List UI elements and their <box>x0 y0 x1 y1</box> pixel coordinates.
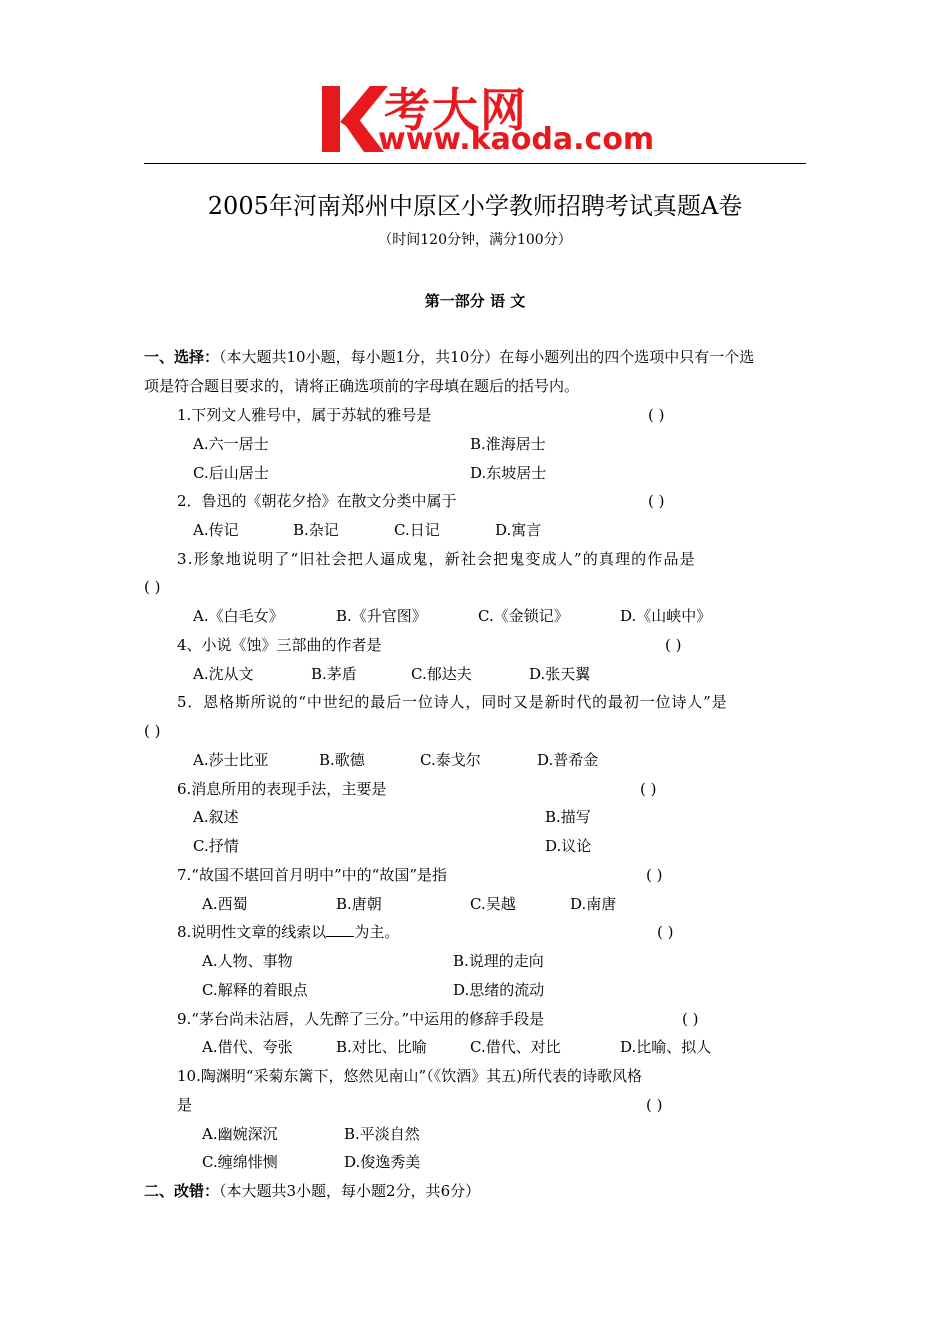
document-subtitle: （时间120分钟，满分100分） <box>378 232 572 248</box>
q3-stem: 3.形象地说明了“旧社会把人逼成鬼，新社会把鬼变成人”的真理的作品是 <box>177 550 696 568</box>
q7-option-b[interactable]: B.唐朝 <box>336 895 382 913</box>
q8-option-a[interactable]: A.人物、事物 <box>202 952 293 970</box>
q8-stem-pre: 8.说明性文章的线索以 <box>177 923 327 941</box>
q6-stem: 6.消息所用的表现手法，主要是 <box>177 780 387 798</box>
q5-option-a[interactable]: A.莎士比亚 <box>193 751 269 769</box>
q10-stem: 10.陶渊明“采菊东篱下，悠然见南山”（《饮酒》其五)所代表的诗歌风格 <box>177 1067 643 1085</box>
section-2-text: （本大题共3小题，每小题2分，共6分） <box>219 1182 481 1200</box>
q7-option-d[interactable]: D.南唐 <box>570 895 617 913</box>
q6-option-c[interactable]: C.抒情 <box>193 837 239 855</box>
q4-option-c[interactable]: C.郁达夫 <box>411 665 472 683</box>
q1-option-b[interactable]: B.淮海居士 <box>470 435 546 453</box>
q6-option-b[interactable]: B.描写 <box>545 808 591 826</box>
q7-stem: 7.“故国不堪回首月明中”中的“故国”是指 <box>177 866 447 884</box>
q8-stem <box>177 922 399 942</box>
q1-option-d[interactable]: D.东坡居士 <box>470 464 547 482</box>
section-1-text: （本大题共10小题，每小题1分，共10分）在每小题列出的四个选项中只有一个选 <box>219 348 755 366</box>
section-1-intro <box>144 347 754 367</box>
q2-option-a[interactable]: A.传记 <box>193 521 239 539</box>
q8-option-c[interactable]: C.解释的着眼点 <box>202 981 308 999</box>
q5-option-c[interactable]: C.泰戈尔 <box>420 751 481 769</box>
section-2-intro <box>144 1181 480 1201</box>
q3-option-a[interactable]: A.《白毛女》 <box>193 607 284 625</box>
q5-option-b[interactable]: B.歌德 <box>319 751 365 769</box>
q1-option-a[interactable]: A.六一居士 <box>193 435 269 453</box>
q4-option-d[interactable]: D.张天翼 <box>529 665 591 683</box>
q10-option-b[interactable]: B.平淡自然 <box>344 1125 420 1143</box>
q5-answer-paren[interactable]: ( ) <box>144 722 161 740</box>
document-title: 2005年河南郑州中原区小学教师招聘考试真题A卷 <box>207 192 743 220</box>
q9-option-c[interactable]: C.借代、对比 <box>470 1038 561 1056</box>
part-heading: 第一部分 语 文 <box>424 292 526 310</box>
q3-answer-paren[interactable]: ( ) <box>144 578 161 596</box>
q8-option-b[interactable]: B.说理的走向 <box>453 952 544 970</box>
q8-blank[interactable] <box>326 922 354 937</box>
logo-brand-cn: 考大网 <box>384 83 528 137</box>
q9-option-a[interactable]: A.借代、夸张 <box>202 1038 293 1056</box>
q5-option-d[interactable]: D.普希金 <box>537 751 599 769</box>
q8-answer-paren[interactable]: ( ) <box>657 923 674 941</box>
q6-answer-paren[interactable]: ( ) <box>640 780 657 798</box>
q10-option-d[interactable]: D.俊逸秀美 <box>344 1153 421 1171</box>
q4-stem: 4、小说《蚀》三部曲的作者是 <box>177 636 382 654</box>
q9-answer-paren[interactable]: ( ) <box>682 1010 699 1028</box>
q9-option-b[interactable]: B.对比、比喻 <box>336 1038 427 1056</box>
section-1-heading: 一、选择： <box>144 348 220 366</box>
q2-option-d[interactable]: D.寓言 <box>495 521 542 539</box>
q4-option-b[interactable]: B.茅盾 <box>311 665 357 683</box>
q7-option-c[interactable]: C.吴越 <box>470 895 516 913</box>
section-1-intro-cont: 项是符合题目要求的，请将正确选项前的字母填在题后的括号内。 <box>144 377 580 395</box>
q2-stem: 2．鲁迅的《朝花夕拾》在散文分类中属于 <box>177 492 457 510</box>
section-2-heading: 二、改错： <box>144 1182 220 1200</box>
q9-option-d[interactable]: D.比喻、拟人 <box>620 1038 712 1056</box>
q10-answer-paren[interactable]: ( ) <box>646 1096 663 1114</box>
q10-option-a[interactable]: A.幽婉深沉 <box>202 1125 278 1143</box>
q4-answer-paren[interactable]: ( ) <box>665 636 682 654</box>
q3-option-c[interactable]: C.《金锁记》 <box>478 607 569 625</box>
q3-option-b[interactable]: B.《升官图》 <box>336 607 427 625</box>
q9-stem: 9.“茅台尚未沾唇，人先醉了三分。”中运用的修辞手段是 <box>177 1010 545 1028</box>
q10-stem-cont: 是 <box>177 1096 193 1114</box>
q3-option-d[interactable]: D.《山峡中》 <box>620 607 712 625</box>
q10-option-c[interactable]: C.缠绵悱恻 <box>202 1153 278 1171</box>
logo-brand-url: www.kaoda.com <box>378 122 655 157</box>
q1-stem: 1.下列文人雅号中，属于苏轼的雅号是 <box>177 406 432 424</box>
q4-option-a[interactable]: A.沈从文 <box>193 665 254 683</box>
q6-option-a[interactable]: A.叙述 <box>193 808 239 826</box>
q7-option-a[interactable]: A.西蜀 <box>202 895 248 913</box>
q8-stem-post: 为主。 <box>354 923 400 941</box>
q2-option-b[interactable]: B.杂记 <box>293 521 339 539</box>
q1-answer-paren[interactable]: ( ) <box>648 406 665 424</box>
q6-option-d[interactable]: D.议论 <box>545 837 592 855</box>
q2-answer-paren[interactable]: ( ) <box>648 492 665 510</box>
kaoda-logo[interactable] <box>318 78 655 160</box>
q7-answer-paren[interactable]: ( ) <box>646 866 663 884</box>
q8-option-d[interactable]: D.思绪的流动 <box>453 981 545 999</box>
header-rule <box>144 163 806 164</box>
q5-stem: 5．恩格斯所说的“中世纪的最后一位诗人，同时又是新时代的最初一位诗人”是 <box>177 693 728 711</box>
q2-option-c[interactable]: C.日记 <box>394 521 440 539</box>
q1-option-c[interactable]: C.后山居士 <box>193 464 269 482</box>
